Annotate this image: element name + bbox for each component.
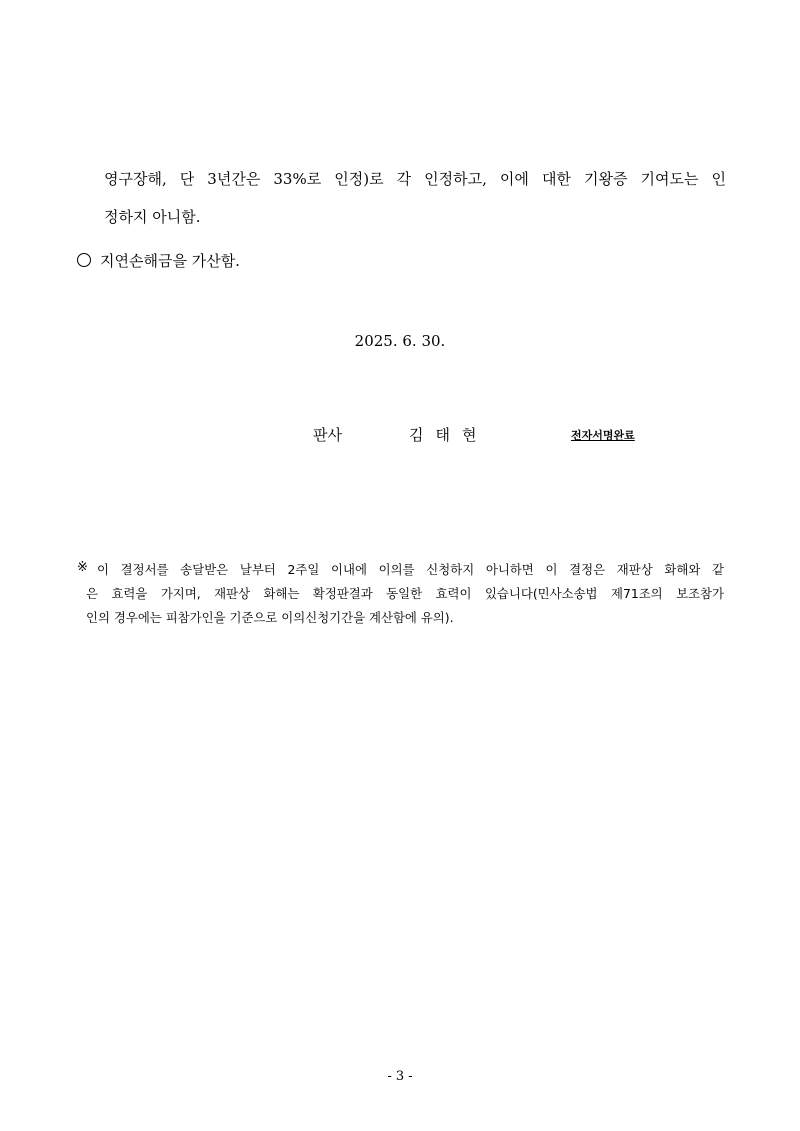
circle-bullet-icon	[77, 253, 91, 267]
body-line: 정하지 아니함.	[104, 208, 201, 226]
reference-mark-icon: ※	[77, 560, 88, 575]
notice-line: 인의 경우에는 피참가인을 기준으로 이의신청기간을 계산함에 유의).	[86, 610, 454, 625]
document-date: 2025. 6. 30.	[354, 332, 446, 350]
judge-title: 판사	[313, 426, 342, 444]
page-number: - 3 -	[387, 1069, 413, 1084]
bullet-item	[77, 250, 240, 271]
bullet-text: 지연손해금을 가산함.	[100, 252, 240, 270]
judge-name: 김태현	[409, 426, 489, 444]
electronic-signature-stamp: 전자서명완료	[571, 429, 635, 442]
body-line: 영구장해, 단 3년간은 33%로 인정)로 각 인정하고, 이에 대한 기왕증 기여도는 인	[104, 170, 726, 188]
notice-line: 이 결정서를 송달받은 날부터 2주일 이내에 이의를 신청하지 아니하면 이 결정은 재판상 화해와 같	[97, 562, 724, 577]
notice-line: 은 효력을 가지며, 재판상 화해는 확정판결과 동일한 효력이 있습니다(민사소송법 제71조의 보조참가	[86, 586, 724, 601]
